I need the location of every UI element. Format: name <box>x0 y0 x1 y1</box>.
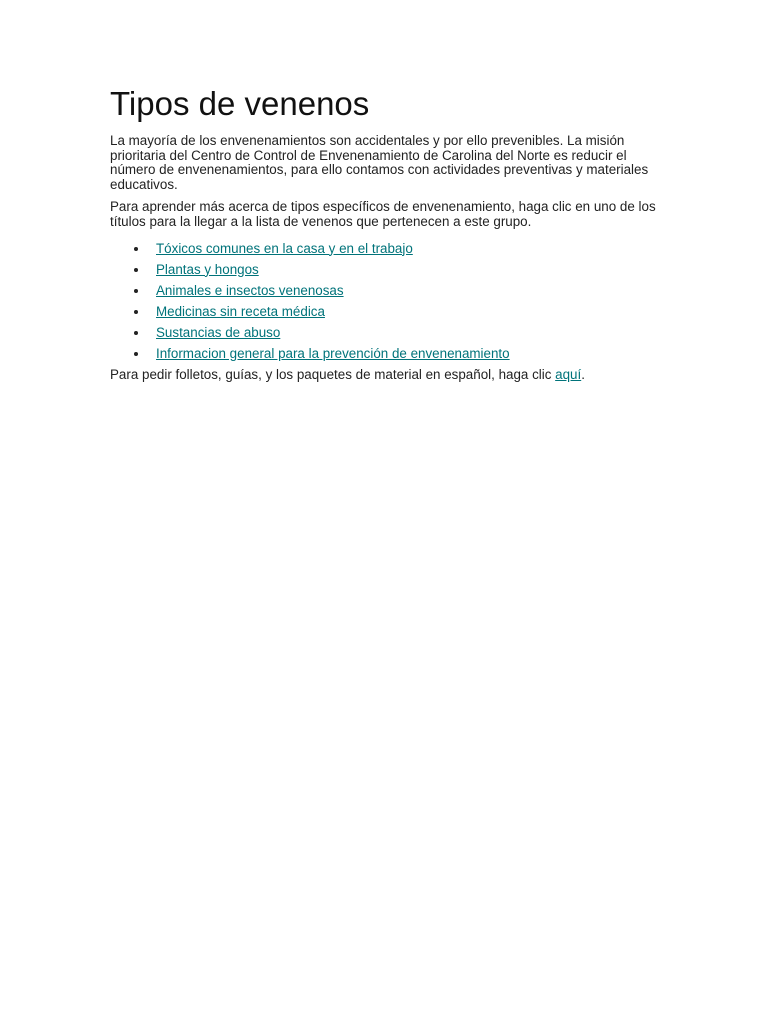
link-sustancias-abuso[interactable]: Sustancias de abuso <box>156 324 281 340</box>
footer-line <box>110 364 658 385</box>
intro-paragraph: La mayoría de los envenenamientos son accidentales y por ello prevenibles. La misión prioritaria del Centro de Control de Envenenamiento de Carolina del Norte es reducir el número de envenenamientos, para ello contamos con actividades preventivas y materiales educativos. <box>110 133 649 192</box>
page-content <box>110 82 658 385</box>
link-medicinas-sin-receta[interactable]: Medicinas sin receta médica <box>156 303 325 319</box>
list-item <box>156 259 658 280</box>
link-toxicos-comunes[interactable]: Tóxicos comunes en la casa y en el trabajo <box>156 240 413 256</box>
list-item <box>156 301 658 322</box>
instructions-paragraph: Para aprender más acerca de tipos específicos de envenenamiento, haga clic en uno de los títulos para la llegar a la lista de venenos que pertenecen a este grupo. <box>110 199 656 229</box>
list-item <box>156 322 658 343</box>
link-animales-insectos[interactable]: Animales e insectos venenosas <box>156 282 344 298</box>
poison-category-list <box>110 238 658 364</box>
list-item <box>156 280 658 301</box>
link-informacion-general[interactable]: Informacion general para la prevención de envenenamiento <box>156 345 510 361</box>
footer-text: Para pedir folletos, guías, y los paquetes de material en español, haga clic <box>110 366 556 382</box>
link-plantas-hongos[interactable]: Plantas y hongos <box>156 261 259 277</box>
list-item <box>156 343 658 364</box>
footer-suffix: . <box>581 366 585 382</box>
aqui-link[interactable]: aquí <box>555 366 582 382</box>
list-item <box>156 238 658 259</box>
page-title: Tipos de venenos <box>110 85 370 122</box>
